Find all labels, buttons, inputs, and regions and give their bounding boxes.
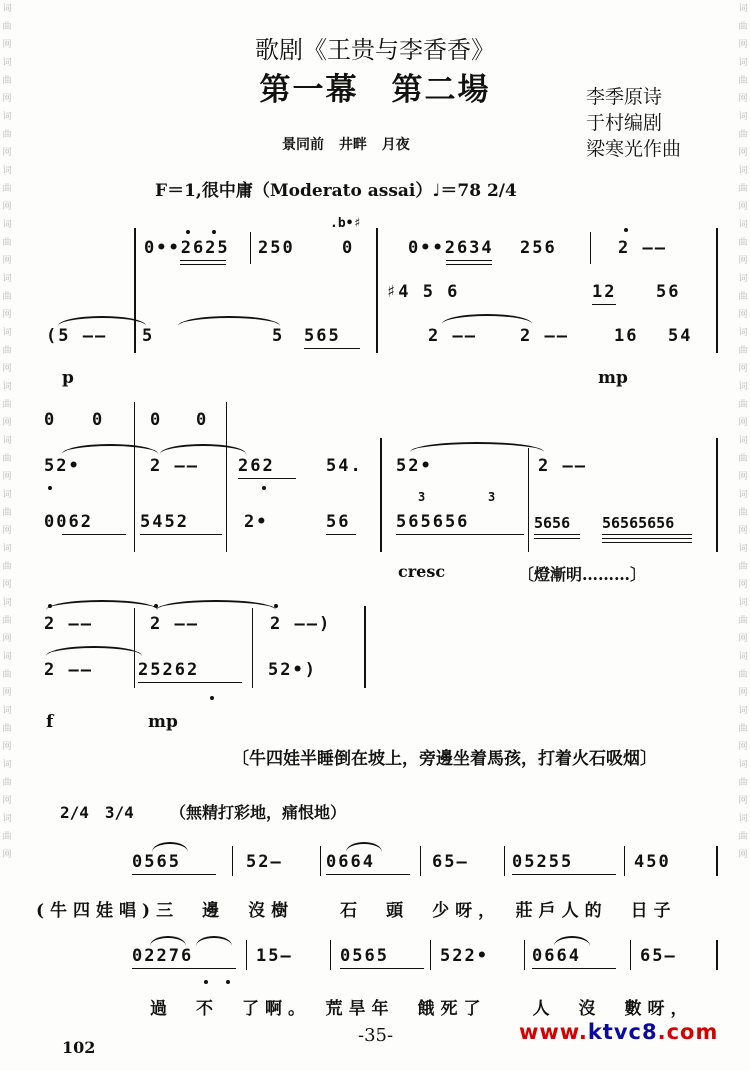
slur: [152, 842, 188, 852]
watermark-glyph: 词: [2, 814, 12, 824]
triplet-mark: 3: [418, 490, 426, 504]
watermark-glyph: 网: [738, 418, 748, 428]
watermark-glyph: 曲: [2, 670, 12, 680]
song-barline: [246, 940, 247, 970]
right-watermark-column: [736, 0, 750, 1071]
watermark-glyph: 词: [2, 490, 12, 500]
watermark-glyph: 曲: [738, 670, 748, 680]
triplet-group: 565656: [396, 512, 470, 532]
melody-measure: 05255: [512, 852, 574, 872]
system1-barline: [250, 232, 251, 264]
beam: [602, 538, 692, 539]
watermark-glyph: 网: [738, 364, 748, 374]
tie: [58, 316, 146, 326]
watermark-glyph: 曲: [2, 292, 12, 302]
beam: [592, 304, 616, 305]
watermark-glyph: 曲: [738, 292, 748, 302]
note-group: 565: [304, 326, 341, 346]
melody-measure: 15—: [256, 946, 293, 966]
site-watermark: [519, 1020, 718, 1044]
watermark-domain: ktvc8: [587, 1020, 658, 1044]
rest: 0: [92, 410, 105, 430]
slur: [346, 842, 382, 852]
watermark-glyph: 网: [738, 256, 748, 266]
melody-measure: 0664: [532, 946, 581, 966]
watermark-glyph: 网: [738, 580, 748, 590]
beam: [532, 968, 616, 969]
watermark-glyph: 词: [2, 760, 12, 770]
octave-dot: [212, 230, 216, 234]
watermark-glyph: 网: [2, 202, 12, 212]
melody-measure: 52—: [246, 852, 283, 872]
watermark-glyph: 曲: [738, 616, 748, 626]
fermata-dot: [154, 604, 158, 608]
watermark-glyph: 网: [738, 148, 748, 158]
song-barline: [624, 846, 625, 876]
octave-dot: [204, 980, 208, 984]
watermark-glyph: 词: [738, 598, 748, 608]
note-group: 52•: [44, 456, 81, 476]
watermark-glyph: 曲: [2, 724, 12, 734]
beam: [180, 264, 226, 265]
beam: [326, 874, 410, 875]
note-group: 54: [668, 326, 693, 346]
note-hold: 2 ——): [270, 614, 332, 634]
beam: [132, 874, 216, 875]
watermark-glyph: 网: [2, 418, 12, 428]
slur: [150, 936, 186, 946]
note-group: 12: [592, 282, 617, 302]
rest: 0: [44, 410, 57, 430]
song-barline: [430, 940, 431, 970]
beam: [396, 534, 524, 535]
system1-barline: [376, 228, 378, 353]
note-group: 5656: [534, 514, 571, 532]
note-group: 54.: [326, 456, 363, 476]
beam: [304, 348, 360, 349]
corner-page-number: 102: [62, 1038, 96, 1057]
rest: 0: [150, 410, 163, 430]
system3-barline-end: [364, 606, 366, 688]
tie: [160, 444, 246, 454]
song-barline: [630, 940, 631, 970]
song-barline-end: [716, 940, 718, 970]
watermark-glyph: 网: [2, 742, 12, 752]
note: 5: [142, 326, 155, 346]
note-group: 256: [520, 238, 557, 258]
watermark-glyph: 词: [2, 436, 12, 446]
lyric-line-1: (牛四娃唱)三 邊 沒樹 石 頭 少呀， 莊戶人的 日子: [36, 901, 677, 921]
watermark-prefix: www.: [519, 1020, 588, 1044]
watermark-glyph: 网: [738, 40, 748, 50]
cresc-marking: cresc: [398, 562, 446, 581]
watermark-glyph: 曲: [2, 22, 12, 32]
octave-dot: [48, 486, 52, 490]
watermark-glyph: 曲: [738, 832, 748, 842]
credit-poem: 李季原诗: [586, 86, 663, 108]
note-group: 25262: [138, 660, 200, 680]
watermark-glyph: 曲: [738, 454, 748, 464]
beam: [238, 478, 296, 479]
watermark-glyph: 词: [738, 274, 748, 284]
note-group: 250: [258, 238, 295, 258]
watermark-glyph: 词: [2, 544, 12, 554]
watermark-glyph: 网: [738, 472, 748, 482]
credits: [586, 84, 681, 162]
watermark-glyph: 网: [738, 796, 748, 806]
stage-note-lights: 〔燈漸明………〕: [518, 565, 647, 584]
watermark-glyph: 词: [738, 544, 748, 554]
note: 5: [272, 326, 285, 346]
beam: [62, 534, 126, 535]
fermata-dot: [274, 604, 278, 608]
melody-measure: 0565: [340, 946, 389, 966]
watermark-glyph: 曲: [738, 238, 748, 248]
system2-barline: [226, 402, 227, 552]
watermark-glyph: 曲: [2, 184, 12, 194]
slur: [554, 936, 590, 946]
beam: [326, 534, 356, 535]
watermark-glyph: 词: [2, 4, 12, 14]
slur: [196, 936, 232, 946]
watermark-glyph: 词: [738, 706, 748, 716]
watermark-glyph: 词: [738, 58, 748, 68]
watermark-glyph: 曲: [2, 508, 12, 518]
tie: [46, 646, 142, 656]
meter-change: 2/4 3/4: [60, 803, 134, 822]
credit-script: 于村编剧: [586, 112, 663, 134]
note-hold: 2 ——: [618, 238, 667, 258]
watermark-glyph: 网: [738, 634, 748, 644]
watermark-glyph: 词: [738, 4, 748, 14]
lyric-line-2: 過 不 了啊。 荒旱年 餓死了 人 沒 數呀，: [150, 999, 694, 1019]
expression-marking: （無精打彩地，痛恨地）: [170, 803, 347, 822]
watermark-glyph: 词: [2, 382, 12, 392]
note-hold: 2 ——: [538, 456, 587, 476]
watermark-glyph: 网: [2, 688, 12, 698]
sharp-note-group: ♯4 5 6: [386, 282, 460, 302]
note-group: 52•: [396, 456, 433, 476]
watermark-glyph: 曲: [738, 400, 748, 410]
watermark-glyph: 曲: [2, 346, 12, 356]
watermark-glyph: 曲: [738, 76, 748, 86]
note-hold: 2 ——: [44, 614, 93, 634]
melody-measure: 65—: [432, 852, 469, 872]
watermark-glyph: 词: [738, 814, 748, 824]
note-hold: 2 ——: [150, 456, 199, 476]
watermark-glyph: 网: [2, 472, 12, 482]
watermark-glyph: 曲: [2, 130, 12, 140]
tie: [156, 600, 276, 610]
watermark-glyph: 词: [2, 328, 12, 338]
note-group: 56: [656, 282, 681, 302]
tie: [410, 442, 544, 452]
scene-setting: 景同前 井畔 月夜: [282, 137, 410, 153]
dynamic-mp: mp: [148, 712, 178, 732]
octave-dot: [262, 486, 266, 490]
beam: [446, 264, 492, 265]
system2-barline-end: [716, 438, 718, 552]
system1-barline-start: [134, 228, 136, 353]
song-barline: [420, 846, 421, 876]
left-watermark-column: [0, 0, 14, 1071]
octave-dot: [186, 230, 190, 234]
system2-barline: [528, 448, 529, 552]
beam: [534, 534, 580, 535]
watermark-glyph: 词: [738, 112, 748, 122]
watermark-glyph: 曲: [2, 832, 12, 842]
beam: [140, 534, 222, 535]
watermark-glyph: 词: [738, 220, 748, 230]
beam: [512, 874, 616, 875]
beam: [340, 968, 424, 969]
opera-title: 歌剧《王贵与李香香》: [255, 36, 495, 64]
watermark-glyph: 曲: [738, 778, 748, 788]
credit-music: 梁寒光作曲: [586, 138, 682, 160]
melody-measure: 450: [634, 852, 671, 872]
note-hold: 2 ——: [44, 660, 93, 680]
watermark-glyph: 词: [2, 220, 12, 230]
watermark-glyph: 曲: [738, 346, 748, 356]
watermark-glyph: 网: [2, 796, 12, 806]
tempo-marking: F＝1,很中庸（Moderato assai）♩＝78 2/4: [155, 181, 517, 201]
note-group: 16: [614, 326, 639, 346]
watermark-glyph: 词: [738, 328, 748, 338]
note-hold: 2 ——: [520, 326, 569, 346]
watermark-glyph: 曲: [2, 238, 12, 248]
watermark-suffix: .com: [657, 1020, 719, 1044]
dynamic-p: p: [62, 368, 74, 388]
watermark-glyph: 网: [2, 364, 12, 374]
watermark-glyph: 词: [2, 58, 12, 68]
rest: 0: [196, 410, 209, 430]
tie: [178, 316, 280, 326]
watermark-glyph: 词: [738, 166, 748, 176]
watermark-glyph: 曲: [738, 22, 748, 32]
melody-measure: 65—: [640, 946, 677, 966]
note-group: 262: [238, 456, 275, 476]
note-rest: 0: [342, 238, 355, 258]
watermark-glyph: 网: [738, 310, 748, 320]
beam: [132, 968, 236, 969]
watermark-glyph: 网: [2, 148, 12, 158]
note-group: 56: [326, 512, 351, 532]
fermata-dot: [48, 604, 52, 608]
watermark-glyph: 词: [738, 760, 748, 770]
act-title: 第一幕 第二場: [259, 72, 491, 108]
octave-dot: [210, 696, 214, 700]
tie: [46, 600, 158, 610]
watermark-glyph: 曲: [2, 616, 12, 626]
watermark-glyph: 词: [2, 274, 12, 284]
note-hold: (5 ——: [46, 326, 108, 346]
beam: [138, 682, 242, 683]
beam: [534, 538, 580, 539]
watermark-glyph: 曲: [738, 508, 748, 518]
triplet-mark: 3: [488, 490, 496, 504]
note-group: 0••2625: [144, 238, 230, 258]
system2-barline: [134, 402, 135, 552]
watermark-glyph: 曲: [2, 454, 12, 464]
grace-notes: .b•♯: [330, 216, 362, 231]
song-barline: [330, 940, 331, 970]
system3-barline: [134, 608, 135, 688]
note-hold: 2 ——: [150, 614, 199, 634]
tie: [62, 444, 158, 454]
watermark-glyph: 曲: [738, 724, 748, 734]
watermark-glyph: 网: [2, 256, 12, 266]
system3-barline: [252, 608, 253, 688]
watermark-glyph: 网: [738, 850, 748, 860]
watermark-glyph: 网: [2, 850, 12, 860]
watermark-glyph: 曲: [2, 400, 12, 410]
song-barline-end: [716, 846, 718, 876]
watermark-glyph: 网: [2, 580, 12, 590]
tie: [442, 314, 532, 324]
watermark-glyph: 曲: [2, 778, 12, 788]
watermark-glyph: 网: [2, 310, 12, 320]
song-barline: [524, 940, 525, 970]
watermark-glyph: 词: [738, 382, 748, 392]
watermark-glyph: 曲: [738, 130, 748, 140]
watermark-glyph: 词: [2, 166, 12, 176]
note-group: 5452: [140, 512, 189, 532]
beam: [446, 260, 492, 261]
watermark-glyph: 词: [738, 490, 748, 500]
watermark-glyph: 网: [2, 40, 12, 50]
dynamic-mp: mp: [598, 368, 628, 388]
melody-measure: 0565: [132, 852, 181, 872]
beam: [602, 542, 692, 543]
watermark-glyph: 词: [738, 652, 748, 662]
note-group: 52•): [268, 660, 317, 680]
note-group: 0••2634: [408, 238, 494, 258]
watermark-glyph: 曲: [2, 76, 12, 86]
watermark-glyph: 网: [738, 202, 748, 212]
watermark-glyph: 词: [2, 112, 12, 122]
watermark-glyph: 词: [2, 598, 12, 608]
song-barline: [320, 846, 321, 876]
watermark-glyph: 网: [738, 94, 748, 104]
melody-measure: 02276: [132, 946, 194, 966]
watermark-glyph: 词: [2, 652, 12, 662]
song-barline: [504, 846, 505, 876]
system1-barline: [590, 232, 591, 264]
watermark-glyph: 网: [738, 742, 748, 752]
song-barline: [232, 846, 233, 876]
watermark-glyph: 曲: [738, 184, 748, 194]
watermark-glyph: 曲: [738, 562, 748, 572]
note-group: 2•: [244, 512, 269, 532]
page-number: -35-: [358, 1025, 394, 1046]
note-group: 0062: [44, 512, 93, 532]
watermark-glyph: 网: [738, 688, 748, 698]
system1-barline-end: [716, 228, 718, 353]
melody-measure: 522•: [440, 946, 489, 966]
stage-direction: 〔牛四娃半睡倒在坡上，旁邊坐着馬孩，打着火石吸烟〕: [232, 749, 657, 769]
note-hold: 2 ——: [428, 326, 477, 346]
watermark-glyph: 网: [2, 634, 12, 644]
melody-measure: 0664: [326, 852, 375, 872]
watermark-glyph: 网: [738, 526, 748, 536]
beam: [602, 534, 692, 535]
note-group: 56565656: [602, 514, 675, 532]
watermark-glyph: 曲: [2, 562, 12, 572]
system2-barline: [380, 438, 382, 552]
watermark-glyph: 网: [2, 526, 12, 536]
dynamic-f: f: [46, 712, 54, 732]
watermark-glyph: 词: [738, 436, 748, 446]
watermark-glyph: 词: [2, 706, 12, 716]
octave-dot: [624, 228, 628, 232]
watermark-glyph: 网: [2, 94, 12, 104]
beam: [180, 260, 226, 261]
octave-dot: [226, 980, 230, 984]
